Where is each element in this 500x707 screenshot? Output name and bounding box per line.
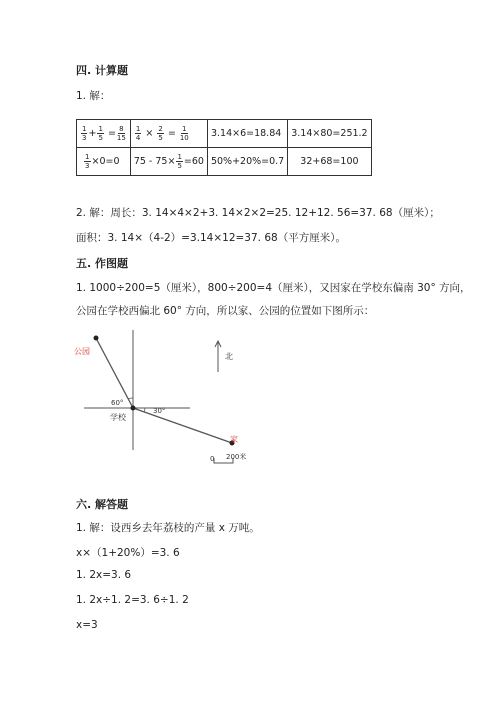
fraction: $\frac{2}{5}$: [158, 125, 163, 142]
fraction: $\frac{1}{10}$: [179, 125, 189, 142]
fraction: $\frac{1}{5}$: [177, 153, 182, 170]
home-label: 家: [230, 435, 238, 444]
table-cell: 3.14×80=251.2: [288, 120, 371, 148]
school-to-park-line: [96, 338, 133, 408]
angle60-label: 60°: [111, 399, 124, 407]
table-row: [77, 120, 372, 148]
section5-line1: 1. 1000÷200=5（厘米），800÷200=4（厘米），又因家在学校东偏南 30° 方向，: [76, 282, 471, 294]
section6-line3: 1. 2x=3. 6: [76, 569, 132, 581]
angle60-arc: [128, 398, 133, 399]
table-cell: 50%+20%=0.7: [207, 148, 287, 176]
section5-line2: 公园在学校西偏北 60° 方向，所以家、公园的位置如下图所示：: [76, 305, 375, 317]
fraction: $\frac{1}{4}$: [135, 125, 141, 142]
q2-line1: 2. 解：周长：3. 14×4×2+3. 14×2×2=25. 12+12. 56=37. 68（厘米）；: [76, 207, 440, 219]
q2-line2: 面积：3. 14×（4-2）=3.14×12=37. 68（平方厘米）。: [76, 232, 346, 244]
north-label: 北: [225, 352, 233, 361]
section6-line5: x=3: [76, 619, 98, 631]
section6-line1: 1. 解：设西乡去年荔枝的产量 x 万吨。: [76, 522, 260, 534]
school-to-home-line: [133, 408, 232, 443]
scale-label: 200米: [226, 453, 247, 461]
section6-line4: 1. 2x÷1. 2=3. 6÷1. 2: [76, 594, 189, 606]
section5-title: 五. 作图题: [76, 257, 129, 270]
school-label: 学校: [110, 413, 126, 422]
section6-line2: x×（1+20%）=3. 6: [76, 547, 180, 559]
section6-title: 六. 解答题: [76, 498, 129, 511]
table-cell: 75 - 75× $\frac{1}{5}$ =60: [130, 148, 207, 176]
calc-table: [76, 119, 372, 176]
table-cell: $\frac{1}{3}$ + $\frac{1}{5}$ = $\frac{8}{15}$: [77, 120, 131, 148]
table-row: [77, 148, 372, 176]
park-point: [94, 336, 99, 341]
fraction: $\frac{1}{5}$: [98, 125, 103, 142]
table-cell: 32+68=100: [288, 148, 371, 176]
fraction: $\frac{1}{3}$: [82, 125, 87, 142]
direction-diagram: [70, 330, 270, 470]
fraction: $\frac{1}{3}$: [85, 153, 90, 170]
table-cell: 3.14×6=18.84: [207, 120, 287, 148]
angle30-arc: [144, 408, 145, 412]
table-cell: $\frac{1}{3}$ ×0=0: [77, 148, 131, 176]
angle30-label: 30°: [153, 407, 166, 415]
table-cell: $\frac{1}{4}$ × $\frac{2}{5}$ = $\frac{1}{10}$: [130, 120, 207, 148]
fraction: $\frac{8}{15}$: [116, 125, 126, 142]
park-label: 公园: [74, 347, 90, 356]
section4-q1-label: 1. 解：: [76, 90, 111, 102]
school-point: [131, 406, 136, 411]
section4-title: 四. 计算题: [76, 64, 129, 77]
scale-zero-label: 0: [210, 455, 215, 463]
